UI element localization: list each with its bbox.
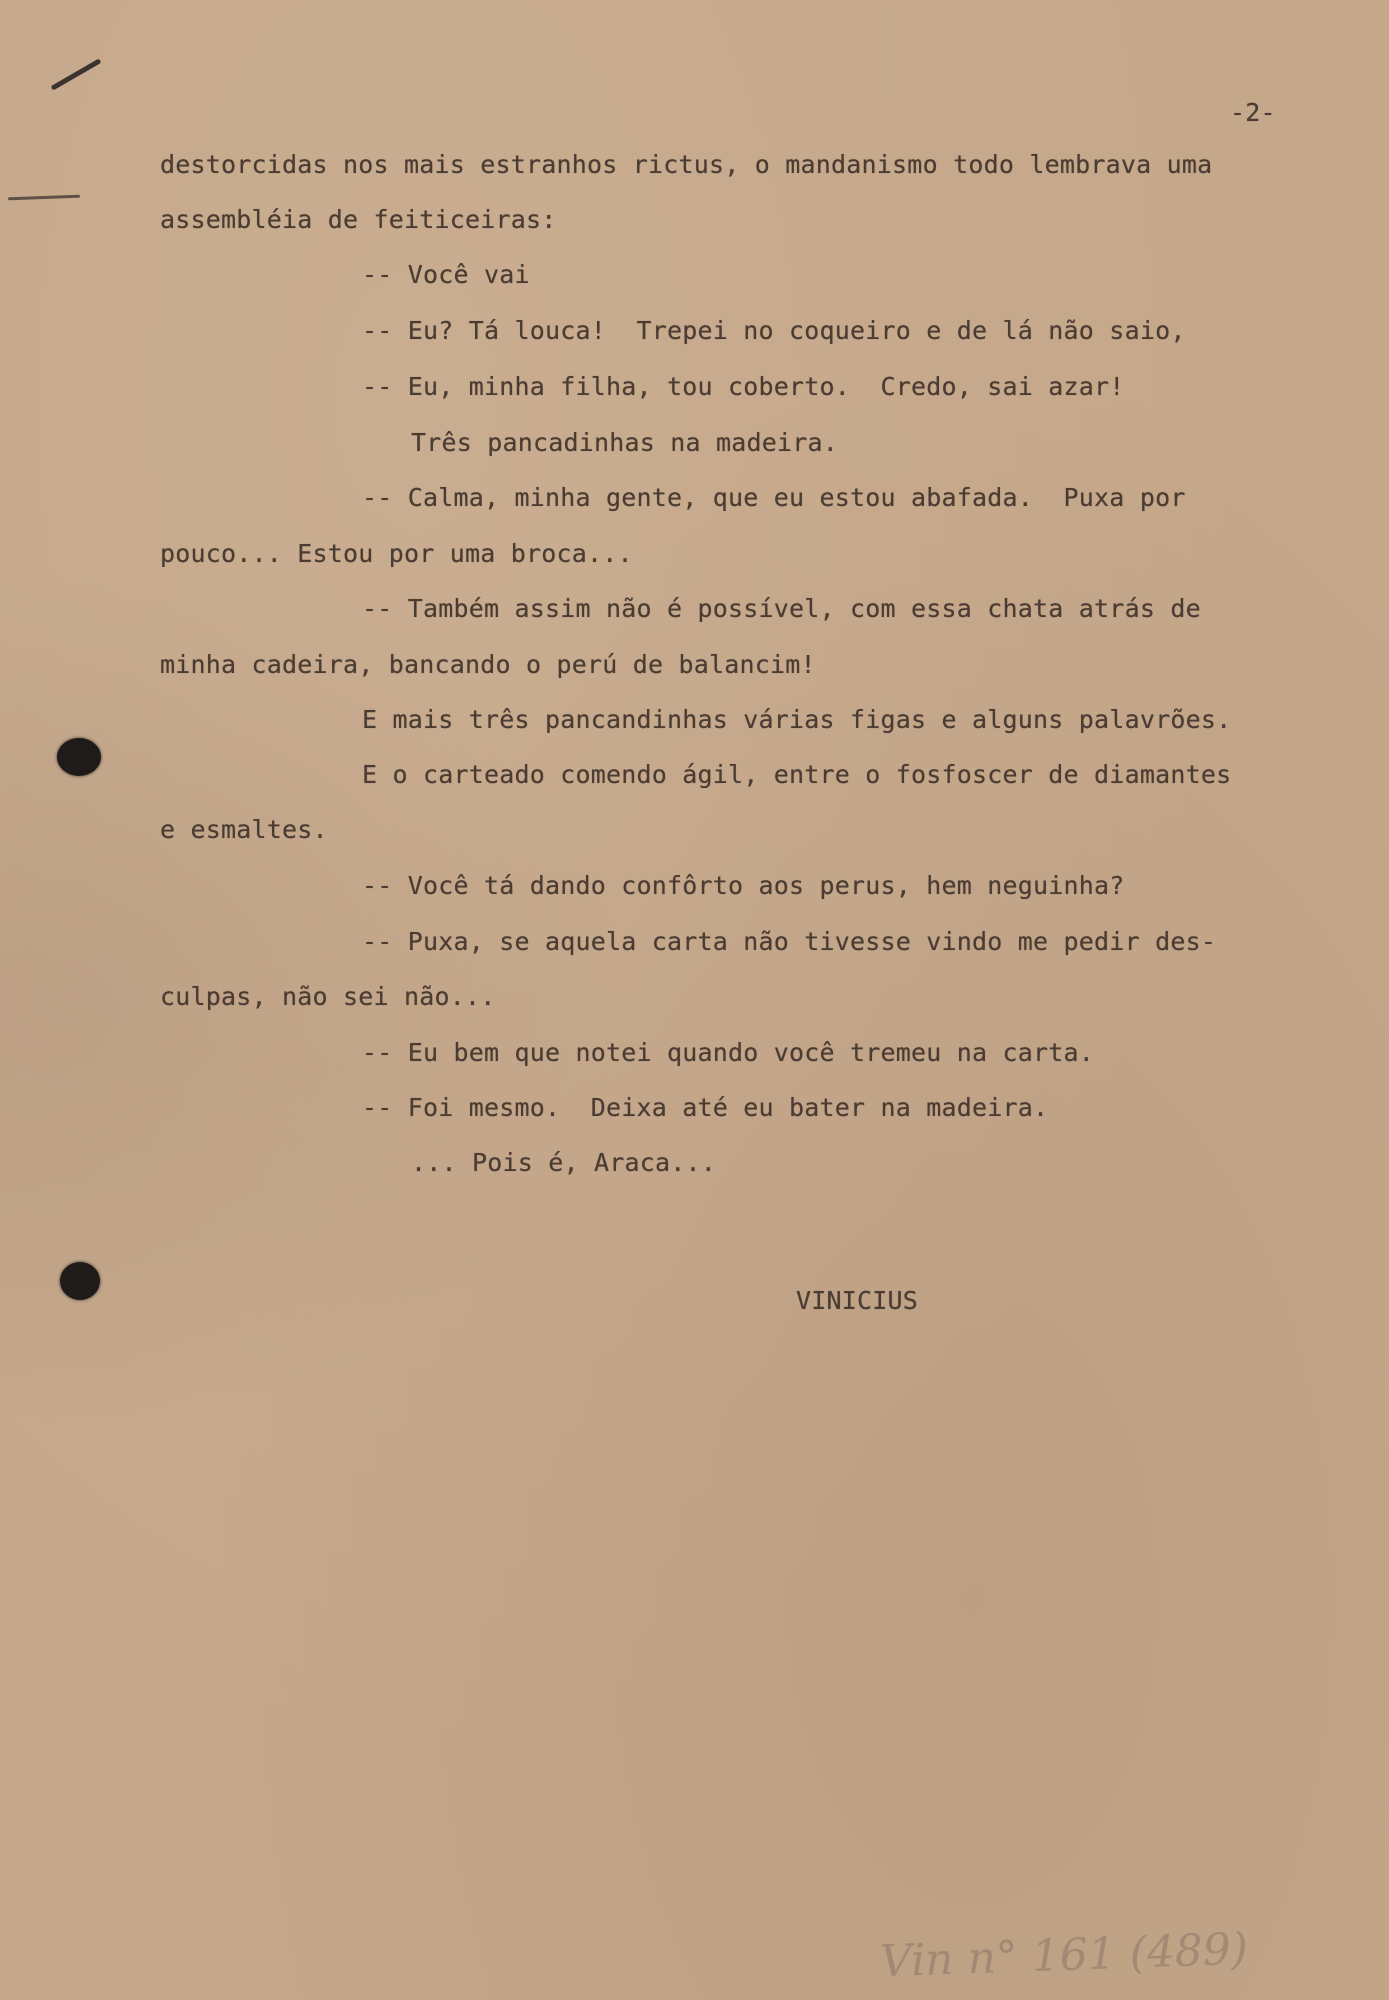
text-line: e esmaltes. [160, 815, 328, 844]
dialogue-line: -- Eu bem que notei quando você tremeu na carta. [362, 1038, 1095, 1067]
dialogue-line: -- Foi mesmo. Deixa até eu bater na madeira. [362, 1093, 1049, 1122]
text-line: ... Pois é, Araca... [411, 1148, 717, 1177]
punch-hole [60, 1262, 100, 1300]
dialogue-line: -- Puxa, se aquela carta não tivesse vindo me pedir des- [362, 927, 1217, 956]
signature: VINICIUS [796, 1286, 919, 1315]
text-line: culpas, não sei não... [160, 982, 496, 1011]
dialogue-line: -- Você vai [362, 260, 530, 289]
text-line: minha cadeira, bancando o perú de balancim! [160, 650, 816, 679]
text-line: pouco... Estou por uma broca... [160, 539, 633, 568]
dialogue-line: -- Também assim não é possível, com essa chata atrás de [362, 594, 1201, 623]
text-line: destorcidas nos mais estranhos rictus, o mandanismo todo lembrava uma [160, 150, 1213, 179]
dialogue-line: -- Você tá dando confôrto aos perus, hem neguinha? [362, 871, 1125, 900]
ink-mark [51, 58, 102, 90]
dialogue-line: -- Eu? Tá louca! Trepei no coqueiro e de lá não saio, [362, 316, 1186, 345]
text-line: assembléia de feiticeiras: [160, 205, 557, 234]
dialogue-line: -- Eu, minha filha, tou coberto. Credo, sai azar! [362, 372, 1125, 401]
text-line: Três pancadinhas na madeira. [411, 428, 839, 457]
archive-note: Vin n° 161 (489) [879, 1923, 1249, 1988]
ink-mark [8, 195, 80, 201]
text-line: E o carteado comendo ágil, entre o fosfoscer de diamantes [362, 760, 1232, 789]
text-line: E mais três pancandinhas várias figas e alguns palavrões. [362, 705, 1232, 734]
page-number: -2- [1230, 98, 1276, 127]
dialogue-line: -- Calma, minha gente, que eu estou abafada. Puxa por [362, 483, 1186, 512]
punch-hole [57, 738, 101, 776]
